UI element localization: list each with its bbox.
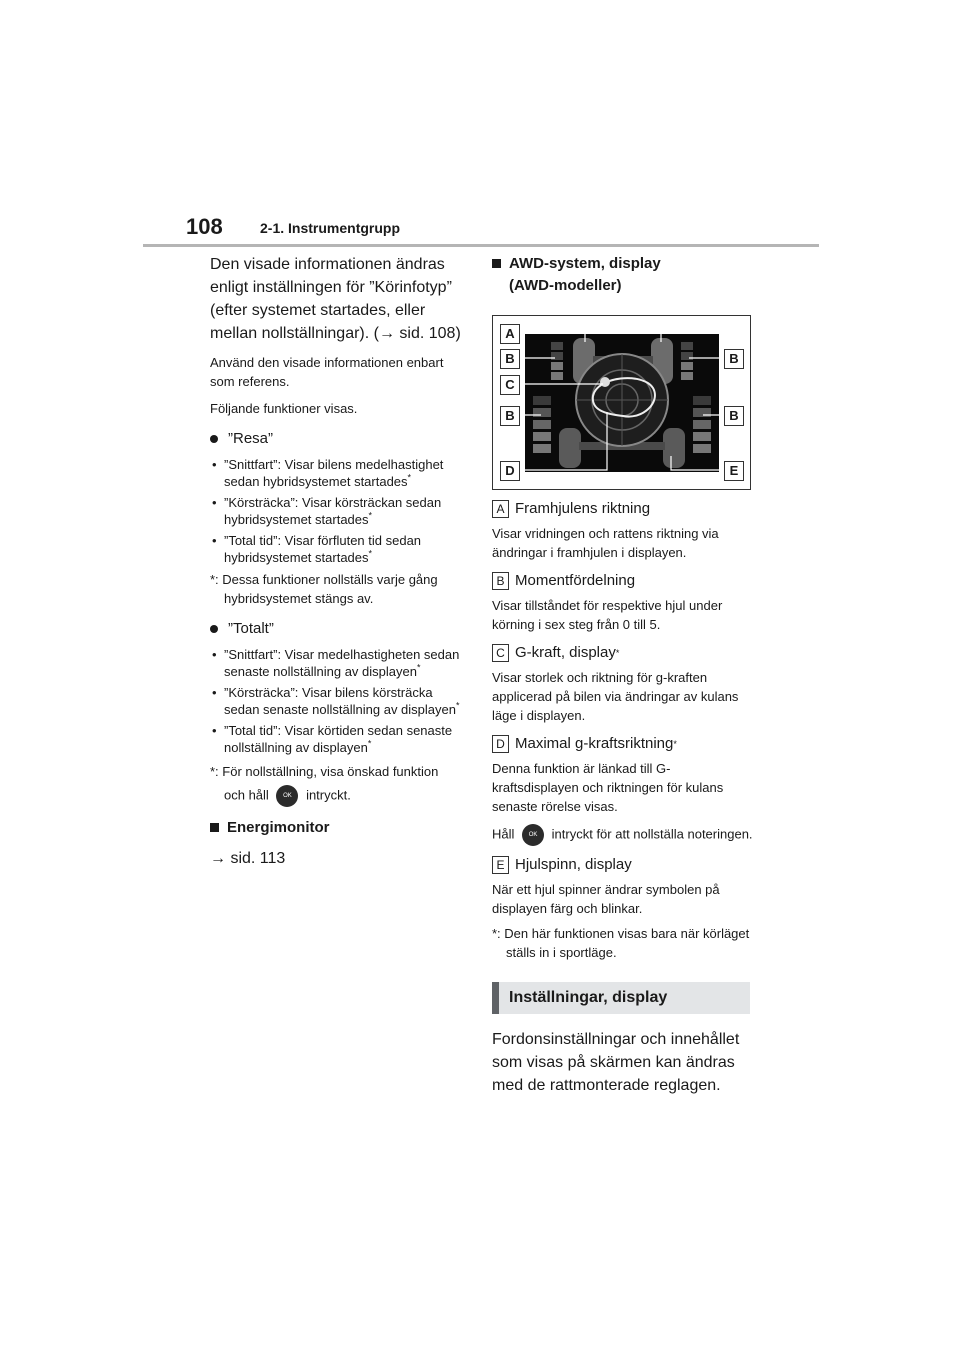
section-title: 2-1. Instrumentgrupp	[260, 220, 401, 236]
list-item: • ”Körsträcka”: Visar bilens körsträcka sedan senaste nollställning av displayen*	[210, 684, 465, 718]
totalt-heading-text: ”Totalt”	[228, 620, 274, 637]
diagram-label-a: A	[500, 324, 520, 344]
reference-note: Använd den visade informationen enbart som referens.	[210, 355, 444, 389]
item-d-desc: Denna funktion är länkad till G-kraftsdisplayen och riktningen för kulans senaste rörelse visas.	[492, 761, 724, 814]
ok-button-icon: OK	[276, 785, 298, 807]
list-item-text: ”Körsträcka”: Visar körsträckan sedan hybridsystemet startades	[224, 495, 442, 527]
energimonitor-ref: → sid. 113	[210, 850, 286, 867]
intro-text: Den visade informationen ändras enligt inställningen för ”Körinfotyp” (efter systemet startades, eller mellan nollställningar). (→ sid. 108)	[210, 256, 461, 342]
square-bullet-icon	[210, 823, 219, 832]
ok-reset-pre: Håll	[492, 826, 515, 842]
header-divider	[143, 244, 819, 247]
list-item: • ”Snittfart”: Visar medelhastigheten sedan senaste nollställning av displayen*	[210, 646, 465, 680]
awd-display-diagram	[492, 315, 751, 490]
item-c-heading: C G-kraft, display *	[492, 642, 754, 664]
page-number: 108	[186, 214, 223, 239]
awd-heading-line1: AWD-system, display	[509, 255, 661, 272]
letter-badge-b: B	[492, 572, 509, 590]
settings-section-header	[492, 982, 750, 1014]
item-b-heading	[492, 570, 754, 592]
diagram-label-b-right-rear: B	[724, 406, 744, 426]
ok-reset-post: intryckt för att nollställa noteringen.	[551, 826, 753, 842]
list-item-text: ”Total tid”: Visar förfluten tid sedan hybridsystemet startades	[224, 533, 422, 565]
list-item-text: ”Snittfart”: Visar medelhastigheten sedan senaste nollställning av displayen	[224, 647, 460, 679]
bullet-icon	[210, 435, 218, 443]
item-e-desc: När ett hjul spinner ändrar symbolen på displayen färg och blinkar.	[492, 882, 720, 916]
diagram-label-c: C	[500, 375, 520, 395]
item-a-title: Framhjulens riktning	[515, 500, 651, 517]
diagram-label-d: D	[500, 461, 520, 481]
item-b-desc: Visar tillståndet för respektive hjul under körning i sex steg från 0 till 5.	[492, 598, 723, 632]
list-item: • ”Snittfart”: Visar bilens medelhastighet sedan hybridsystemet startades*	[210, 456, 465, 490]
right-column	[492, 253, 754, 1097]
ok-reset-note	[492, 824, 754, 846]
awd-heading	[492, 253, 754, 297]
letter-badge-c: C	[492, 644, 509, 662]
resa-heading	[210, 428, 465, 450]
awd-heading-line2: (AWD-modeller)	[509, 277, 622, 294]
square-bullet-icon	[492, 259, 501, 268]
energimonitor-heading-text: Energimonitor	[227, 819, 330, 836]
item-a-heading	[492, 498, 754, 520]
resa-heading-text: ”Resa”	[228, 430, 274, 447]
item-b-title: Momentfördelning	[515, 572, 636, 589]
list-item: • ”Total tid”: Visar förfluten tid sedan hybridsystemet startades*	[210, 532, 465, 566]
list-item: • ”Körsträcka”: Visar körsträckan sedan hybridsystemet startades*	[210, 494, 465, 528]
list-item-text: ”Snittfart”: Visar bilens medelhastighet sedan hybridsystemet startades	[224, 457, 444, 489]
ok-hold-note	[210, 785, 465, 807]
letter-badge-d: D	[492, 735, 509, 753]
list-item-text: ”Körsträcka”: Visar bilens körsträcka sedan senaste nollställning av displayen	[224, 685, 456, 717]
section-accent	[492, 982, 499, 1014]
item-a-desc: Visar vridningen och rattens riktning via ändringar i framhjulen i displayen.	[492, 526, 719, 560]
resa-footnote: *: Dessa funktioner nollställs varje gång hybridsystemet stängs av.	[210, 572, 438, 606]
item-e-heading	[492, 854, 754, 876]
sport-mode-footnote: *: Den här funktionen visas bara när körläget ställs in i sportläge.	[492, 926, 750, 960]
energimonitor-heading	[210, 817, 465, 839]
bullet-icon	[210, 625, 218, 633]
list-item-text: ”Total tid”: Visar körtiden sedan senaste nollställning av displayen	[224, 723, 453, 755]
item-d-title: Maximal g-kraftsriktning	[515, 735, 674, 752]
left-column	[210, 253, 465, 870]
letter-badge-e: E	[492, 856, 509, 874]
item-c-title: G-kraft, display	[515, 644, 616, 661]
diagram-label-b-left-front: B	[500, 349, 520, 369]
diagram-label-b-left-rear: B	[500, 406, 520, 426]
item-c-desc: Visar storlek och riktning för g-kraften applicerad på bilen via ändringar av kulans läge i displayen.	[492, 670, 739, 723]
ok-button-icon: OK	[522, 824, 544, 846]
totalt-footnote: *: För nollställning, visa önskad funktion	[210, 764, 439, 779]
settings-heading-text: Inställningar, display	[509, 989, 668, 1006]
item-e-title: Hjulspinn, display	[515, 856, 632, 873]
awd-display-illustration	[493, 316, 750, 489]
letter-badge-a: A	[492, 500, 509, 518]
ok-hold-post: intryckt.	[306, 787, 351, 803]
diagram-label-b-right-front: B	[724, 349, 744, 369]
functions-intro: Följande funktioner visas.	[210, 401, 358, 416]
item-d-heading: D Maximal g-kraftsriktning *	[492, 733, 754, 755]
list-item: • ”Total tid”: Visar körtiden sedan senaste nollställning av displayen*	[210, 722, 465, 756]
ok-hold-pre: och håll	[224, 787, 269, 803]
totalt-heading	[210, 618, 465, 640]
diagram-label-e: E	[724, 461, 744, 481]
settings-text: Fordonsinställningar och innehållet som visas på skärmen kan ändras med de rattmonterade reglagen.	[492, 1031, 740, 1094]
